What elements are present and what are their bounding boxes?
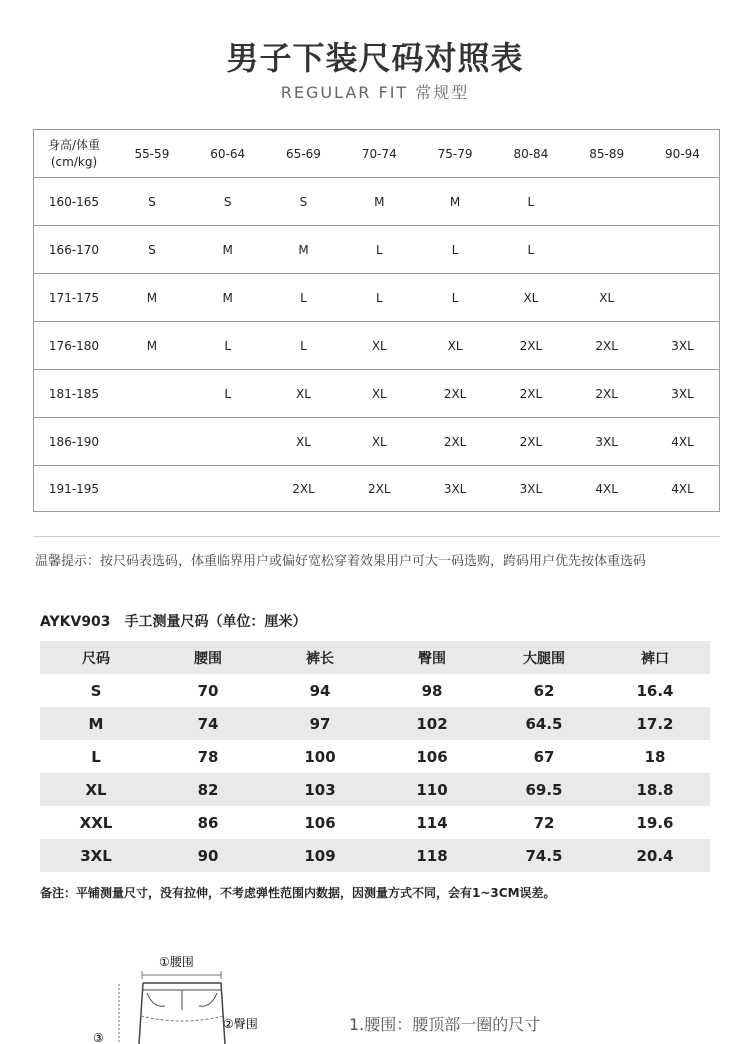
height-range-label: 181-185	[48, 386, 100, 401]
grid-row	[34, 370, 719, 418]
size-cell: 2XL	[292, 482, 315, 496]
grid-corner-label	[34, 130, 114, 177]
measurement-cell: 72	[533, 813, 555, 832]
measurement-cell: 106	[416, 747, 448, 766]
size-cell: M	[374, 194, 385, 209]
length-label: ③	[93, 1031, 104, 1044]
height-range-label: 176-180	[48, 338, 100, 353]
column-header: 尺码	[82, 650, 110, 667]
size-cell: XL	[371, 386, 387, 401]
measurement-title-text: 手工测量尺码（单位：厘米）	[124, 614, 307, 630]
measurement-cell: 103	[304, 780, 336, 799]
measurement-cell: 64.5	[525, 714, 563, 733]
size-cell: 3XL	[595, 434, 618, 449]
size-chart-grid	[33, 129, 720, 512]
size-cell: 2XL	[519, 386, 543, 401]
grid-row	[34, 322, 719, 370]
size-cell: S	[299, 194, 308, 209]
grid-row	[34, 418, 719, 466]
height-range-label: 166-170	[48, 242, 100, 257]
measurement-cell: 69.5	[525, 780, 563, 799]
size-cell: L	[300, 290, 307, 305]
height-range-label: 160-165	[48, 194, 100, 209]
divider	[33, 536, 720, 537]
size-cell: 2XL	[368, 482, 391, 496]
size-cell: 3XL	[443, 482, 467, 496]
measurement-row	[40, 839, 710, 872]
measurement-cell: 74	[197, 714, 219, 733]
model-code: AYKV903	[40, 614, 111, 630]
size-cell: L	[375, 290, 383, 305]
size-cell: 3XL	[671, 338, 694, 353]
measurement-cell: M	[88, 714, 104, 733]
size-cell: L	[451, 290, 459, 305]
measurement-cell: 70	[197, 681, 219, 700]
height-range-label: 186-190	[48, 434, 100, 449]
hip-measure-line	[141, 1016, 223, 1021]
measurement-cell: 90	[197, 846, 219, 865]
measurement-cell: 102	[416, 714, 448, 733]
page-subtitle: REGULAR FIT 常规型	[280, 83, 470, 102]
measurement-row	[40, 674, 710, 707]
size-cell: XL	[599, 290, 615, 305]
size-cell: L	[300, 338, 307, 353]
weight-range-header: 70-74	[361, 146, 397, 161]
size-cell: L	[527, 242, 535, 257]
weight-range-header: 55-59	[134, 146, 170, 161]
weight-range-header: 65-69	[286, 146, 321, 161]
weight-range-header: 85-89	[589, 146, 625, 161]
size-cell: XL	[523, 290, 539, 305]
measurement-cell: 3XL	[80, 846, 112, 865]
measurement-row	[40, 773, 710, 806]
measurement-cell: 18	[644, 747, 666, 766]
measurement-row	[40, 806, 710, 839]
size-cell: 2XL	[443, 386, 467, 401]
measurement-cell: 74.5	[525, 846, 563, 865]
measurement-title	[40, 611, 307, 631]
pants-diagram	[85, 948, 285, 1044]
size-cell: 4XL	[595, 482, 618, 496]
column-header: 臀围	[418, 650, 446, 667]
size-cell: 4XL	[671, 434, 694, 449]
grid-row	[34, 466, 719, 512]
size-cell: 3XL	[671, 386, 694, 401]
measurement-cell: L	[91, 747, 101, 766]
measurement-cell: 62	[533, 681, 555, 700]
measurement-cell: 94	[309, 681, 331, 700]
size-cell: M	[146, 338, 158, 353]
measurement-cell: 82	[197, 780, 219, 799]
size-cell: 2XL	[595, 338, 618, 353]
measurement-cell: 16.4	[636, 681, 674, 700]
size-cell: 2XL	[595, 386, 618, 401]
size-cell: M	[146, 290, 158, 305]
measurement-cell: 86	[197, 813, 219, 832]
measurement-cell: 118	[416, 846, 448, 865]
measurement-cell: 110	[416, 780, 448, 799]
size-cell: 2XL	[519, 338, 543, 353]
hip-label: ②臀围	[223, 1017, 258, 1031]
measurement-cell: 97	[309, 714, 331, 733]
weight-range-header: 90-94	[665, 146, 700, 161]
size-cell: M	[222, 242, 233, 257]
size-cell: XL	[296, 434, 311, 449]
measurement-cell: 100	[304, 747, 336, 766]
height-range-label: 171-175	[48, 290, 100, 305]
measurement-row	[40, 740, 710, 773]
size-cell: XL	[447, 338, 463, 353]
measurement-cell: XL	[85, 780, 107, 799]
measurement-cell: 20.4	[636, 846, 674, 865]
measurement-row	[40, 707, 710, 740]
weight-range-header: 80-84	[513, 146, 549, 161]
measurement-cell: 78	[197, 747, 219, 766]
measurement-cell: S	[90, 681, 102, 700]
corner-line-2: (cm/kg)	[50, 154, 98, 169]
measurement-table	[40, 641, 710, 872]
size-cell: XL	[371, 434, 387, 449]
size-cell: 2XL	[519, 434, 543, 449]
size-cell: S	[148, 242, 156, 257]
weight-range-header: 75-79	[437, 146, 473, 161]
size-cell: M	[222, 290, 233, 305]
measurement-cell: 67	[533, 747, 555, 766]
measurement-header-row	[40, 641, 710, 674]
size-cell: 2XL	[443, 434, 467, 449]
measurement-cell: 114	[416, 813, 448, 832]
grid-row	[34, 274, 719, 322]
size-cell: M	[298, 242, 309, 257]
size-cell: S	[148, 194, 156, 209]
waist-description: 1.腰围：腰顶部一圈的尺寸	[349, 1015, 541, 1034]
size-cell: L	[527, 194, 535, 209]
measurement-cell: 17.2	[636, 714, 674, 733]
size-cell: L	[451, 242, 459, 257]
grid-row	[34, 226, 719, 274]
column-header: 腰围	[194, 650, 222, 667]
column-header: 裤口	[641, 650, 669, 667]
grid-row	[34, 178, 719, 226]
measurement-cell: 106	[304, 813, 336, 832]
size-cell: 3XL	[519, 482, 543, 496]
measurement-note: 备注：平铺测量尺寸，没有拉伸，不考虑弹性范围内数据，因测量方式不同，会有1~3CM误差。	[40, 886, 556, 900]
size-cell: L	[224, 386, 232, 401]
measurement-cell: 18.8	[636, 780, 674, 799]
measurement-cell: 98	[421, 681, 443, 700]
column-header: 裤长	[306, 650, 334, 667]
waist-label: ①腰围	[159, 955, 194, 969]
size-cell: M	[449, 194, 461, 209]
size-cell: 4XL	[671, 482, 694, 496]
measurement-cell: 19.6	[636, 813, 674, 832]
size-cell: XL	[296, 386, 311, 401]
corner-line-1: 身高/体重	[47, 137, 101, 152]
grid-header-row	[34, 130, 719, 178]
size-cell: S	[223, 194, 232, 209]
column-header: 大腿围	[523, 650, 565, 667]
size-cell: L	[375, 242, 383, 257]
size-cell: L	[224, 338, 232, 353]
weight-range-header: 60-64	[210, 146, 246, 161]
size-tip: 温馨提示：按尺码表选码，体重临界用户或偏好宽松穿着效果用户可大一码选购，跨码用户优先按体重选码	[35, 554, 647, 569]
page-title: 男子下装尺码对照表	[226, 39, 524, 77]
measurement-cell: XXL	[79, 813, 113, 832]
height-range-label: 191-195	[48, 482, 100, 496]
measurement-cell: 109	[304, 846, 336, 865]
size-cell: XL	[371, 338, 387, 353]
